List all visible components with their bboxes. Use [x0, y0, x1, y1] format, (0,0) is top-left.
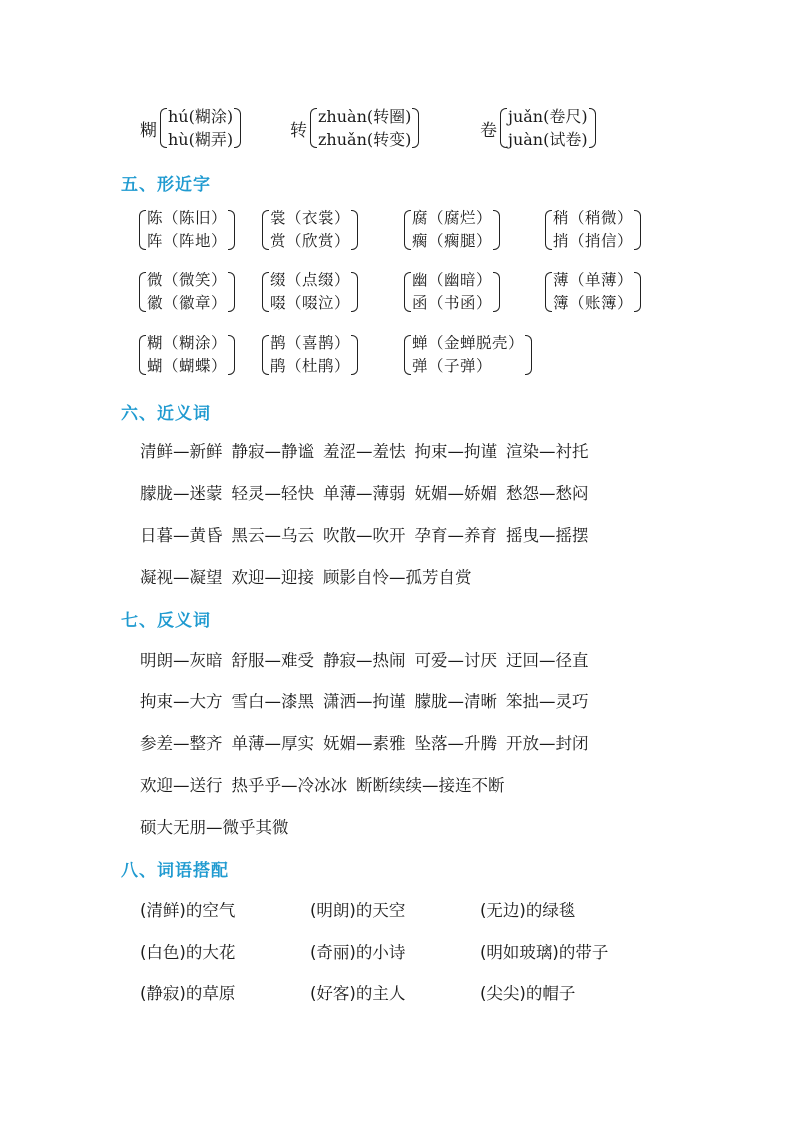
section-heading-similar-chars: 五、形近字: [121, 175, 211, 195]
similar-char-pair: [260, 208, 360, 252]
antonym-pair: 热乎乎—冷冰冰: [231, 776, 347, 795]
similar-char: 鹊（喜鹊）: [270, 334, 351, 352]
synonym-pair: 吹散—吹开: [323, 526, 406, 545]
synonym-pair: 单薄—薄弱: [323, 484, 406, 503]
antonym-pair: 可爱—讨厌: [414, 651, 497, 670]
antonym-row: [140, 772, 514, 796]
reading: zhuàn(转圈): [318, 107, 412, 126]
synonym-row: [140, 522, 598, 546]
synonym-row: [140, 480, 598, 504]
similar-char: 弹（子弹）: [412, 357, 493, 375]
synonym-pair: 轻灵—轻快: [231, 484, 314, 503]
section-heading-collocations: 八、词语搭配: [121, 861, 229, 881]
synonym-pair: 静寂—静谧: [231, 442, 314, 461]
antonym-pair: 坠落—升腾: [414, 734, 497, 753]
similar-char: 蝴（蝴蝶）: [147, 357, 228, 375]
synonym-pair: 清鲜—新鲜: [140, 442, 223, 461]
similar-char: 瘸（瘸腿）: [412, 232, 493, 250]
brace-group: [158, 106, 243, 150]
polyphone-row: [140, 106, 660, 150]
antonym-row: [140, 647, 598, 671]
polyphone-item: [290, 106, 421, 150]
similar-char: 簿（账簿）: [553, 294, 634, 312]
collocation: (无边)的绿毯: [480, 901, 576, 920]
section-heading-antonyms: 七、反义词: [121, 611, 211, 631]
similar-char-pair: [137, 333, 237, 377]
section-heading-synonyms: 六、近义词: [121, 404, 211, 424]
antonym-pair: 单薄—厚实: [231, 734, 314, 753]
similar-char: 糊（糊涂）: [147, 334, 228, 352]
antonym-pair: 潇洒—拘谨: [323, 692, 406, 711]
synonym-pair: 朦胧—迷蒙: [140, 484, 223, 503]
antonym-row: [140, 814, 298, 838]
synonym-pair: 摇曳—摇摆: [506, 526, 589, 545]
synonym-row: [140, 564, 481, 588]
similar-char: 微（微笑）: [147, 271, 228, 289]
antonym-pair: 拘束—大方: [140, 692, 223, 711]
similar-char-pair: [260, 333, 360, 377]
collocation: (白色)的大花: [140, 943, 236, 962]
similar-char: 缀（点缀）: [270, 271, 351, 289]
similar-char: 捎（捎信）: [553, 232, 634, 250]
synonym-pair: 日暮—黄昏: [140, 526, 223, 545]
reading: hù(糊弄): [168, 130, 234, 149]
similar-char-pair: [402, 208, 502, 252]
synonym-pair: 顾影自怜—孤芳自赏: [323, 568, 472, 587]
similar-char: 啜（啜泣）: [270, 294, 351, 312]
antonym-pair: 静寂—热闹: [323, 651, 406, 670]
synonym-pair: 渲染—衬托: [506, 442, 589, 461]
similar-char-pair: [402, 333, 534, 377]
similar-char-pair: [260, 270, 360, 314]
reading: hú(糊涂): [168, 107, 234, 126]
similar-char: 函（书函）: [412, 294, 493, 312]
synonym-pair: 妩媚—娇媚: [414, 484, 497, 503]
polyphone-item: [140, 106, 243, 150]
similar-char: 徽（徽章）: [147, 294, 228, 312]
reading: zhuǎn(转变): [318, 130, 412, 149]
similar-char-pair: [543, 208, 643, 252]
antonym-pair: 迂回—径直: [506, 651, 589, 670]
similar-char: 陈（陈旧）: [147, 209, 228, 227]
similar-char: 赏（欣赏）: [270, 232, 351, 250]
synonym-row: [140, 438, 598, 462]
collocation: (清鲜)的空气: [140, 901, 236, 920]
polyphone-item: [480, 106, 598, 150]
synonym-pair: 黑云—乌云: [231, 526, 314, 545]
antonym-pair: 舒服—难受: [231, 651, 314, 670]
antonym-pair: 欢迎—送行: [140, 776, 223, 795]
antonym-pair: 硕大无朋—微乎其微: [140, 818, 289, 837]
antonym-pair: 朦胧—清晰: [414, 692, 497, 711]
collocation: (静寂)的草原: [140, 984, 236, 1003]
similar-char: 阵（阵地）: [147, 232, 228, 250]
antonym-pair: 雪白—漆黑: [231, 692, 314, 711]
reading: juàn(试卷): [508, 130, 588, 149]
brace-group: [308, 106, 421, 150]
similar-char: 裳（衣裳）: [270, 209, 351, 227]
collocation: (尖尖)的帽子: [480, 984, 576, 1003]
antonym-row: [140, 688, 598, 712]
antonym-pair: 笨拙—灵巧: [506, 692, 589, 711]
antonym-pair: 断断续续—接连不断: [356, 776, 505, 795]
collocation: (奇丽)的小诗: [310, 943, 406, 962]
synonym-pair: 羞涩—羞怯: [323, 442, 406, 461]
collocation: (明朗)的天空: [310, 901, 406, 920]
antonym-pair: 妩媚—素雅: [323, 734, 406, 753]
antonym-pair: 开放—封闭: [506, 734, 589, 753]
collocation: (明如玻璃)的带子: [480, 943, 609, 962]
similar-char-pair: [137, 208, 237, 252]
similar-char: 鹃（杜鹃）: [270, 357, 351, 375]
synonym-pair: 拘束—拘谨: [414, 442, 497, 461]
polyphone-char: 卷: [480, 120, 497, 141]
brace-group: [498, 106, 598, 150]
similar-char: 蝉（金蝉脱壳）: [412, 334, 525, 352]
antonym-pair: 参差—整齐: [140, 734, 223, 753]
polyphone-char: 转: [290, 120, 307, 141]
reading: juǎn(卷尺): [508, 107, 588, 126]
synonym-pair: 愁怨—愁闷: [506, 484, 589, 503]
synonym-pair: 欢迎—迎接: [231, 568, 314, 587]
similar-char: 稍（稍微）: [553, 209, 634, 227]
synonym-pair: 孕育—养育: [414, 526, 497, 545]
antonym-row: [140, 730, 598, 754]
collocation: (好客)的主人: [310, 984, 406, 1003]
similar-char-pair: [137, 270, 237, 314]
antonym-pair: 明朗—灰暗: [140, 651, 223, 670]
similar-char: 薄（单薄）: [553, 271, 634, 289]
similar-char-pair: [402, 270, 502, 314]
polyphone-char: 糊: [140, 120, 157, 141]
similar-char: 幽（幽暗）: [412, 271, 493, 289]
similar-char: 腐（腐烂）: [412, 209, 493, 227]
similar-char-pair: [543, 270, 643, 314]
synonym-pair: 凝视—凝望: [140, 568, 223, 587]
